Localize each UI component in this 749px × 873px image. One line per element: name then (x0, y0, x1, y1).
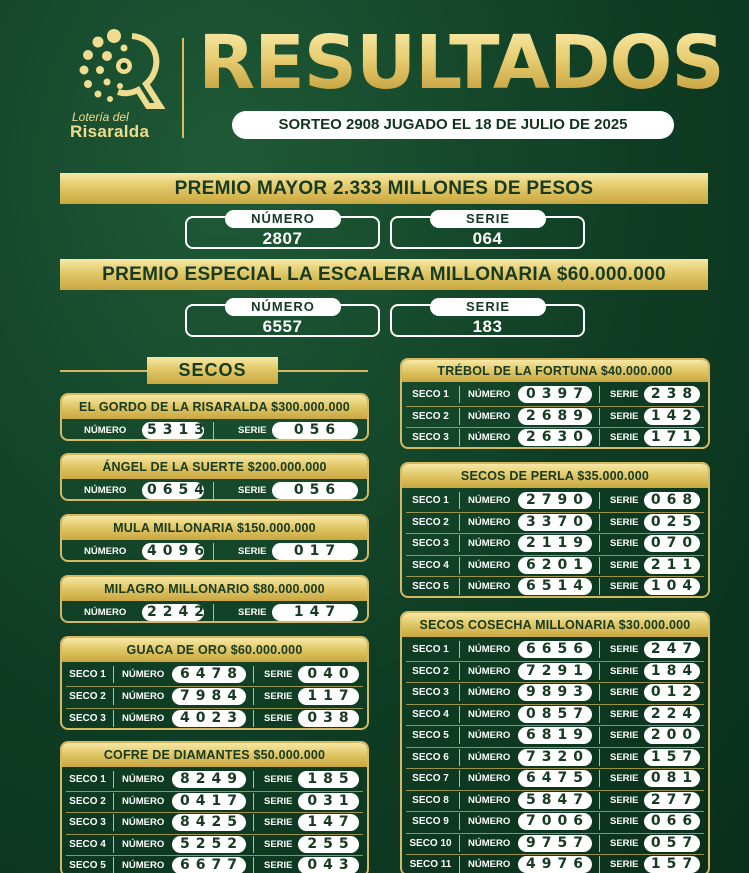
seco-row (402, 406, 708, 427)
serie-label: SERIE (264, 860, 293, 871)
seco-row (402, 747, 708, 768)
numero-value: 6475 (518, 770, 592, 787)
numero-value: 2119 (518, 535, 592, 552)
numero-label: NÚMERO (468, 708, 511, 720)
numero-label: NÚMERO (122, 795, 165, 807)
angel-card (60, 453, 369, 501)
seco-label: SECO 1 (402, 386, 460, 403)
numero-label: NÚMERO (468, 751, 511, 763)
seco-row (62, 834, 367, 855)
seco-row (402, 427, 708, 448)
seco-label: SECO 6 (402, 749, 460, 766)
seco-label: SECO 2 (62, 793, 114, 810)
serie-label: SERIE (264, 838, 293, 850)
numero-label: NÚMERO (468, 559, 511, 571)
serie-label: SERIE (430, 298, 546, 316)
numero-value: 2242 (142, 604, 204, 621)
cofre-card (60, 741, 369, 873)
numero-label: NÚMERO (122, 669, 165, 680)
gordo-card (60, 393, 369, 441)
seco-label: SECO 8 (402, 792, 460, 809)
numero-value: 8249 (172, 771, 246, 788)
card-title: COFRE DE DIAMANTES $50.000.000 (62, 743, 367, 767)
numero-value: 5252 (172, 836, 246, 853)
numero-cell (114, 793, 254, 810)
seco-label: SECO 1 (62, 771, 114, 788)
numero-value: 4023 (172, 710, 246, 727)
numero-label: NÚMERO (84, 485, 127, 496)
numero-cell (114, 857, 254, 873)
serie-value: 185 (298, 771, 359, 788)
numero-value: 6478 (172, 666, 246, 683)
numero-value: 6819 (518, 727, 592, 744)
seco-label: SECO 10 (402, 835, 460, 852)
numero-cell (460, 770, 600, 787)
numero-value: 3370 (518, 514, 592, 531)
serie-label: SERIE (610, 538, 639, 549)
serie-value: 056 (272, 422, 358, 439)
result-row (62, 480, 367, 501)
numero-label: NÚMERO (468, 837, 511, 849)
numero-cell (460, 386, 600, 403)
numero-label: NÚMERO (84, 546, 127, 557)
numero-value: 8425 (172, 814, 246, 831)
serie-cell (214, 422, 366, 439)
serie-value: 057 (644, 835, 700, 852)
numero-label: NÚMERO (122, 817, 165, 828)
premio-mayor-serie-box (390, 211, 585, 249)
serie-value: 066 (644, 813, 700, 830)
numero-cell (62, 482, 214, 499)
numero-cell (460, 706, 600, 723)
numero-cell (114, 688, 254, 705)
card-title: SECOS DE PERLA $35.000.000 (402, 464, 708, 488)
serie-label: SERIE (238, 607, 267, 618)
serie-value: 255 (298, 836, 359, 853)
serie-label: SERIE (430, 210, 546, 228)
card-title: GUACA DE ORO $60.000.000 (62, 638, 367, 662)
secos-title: SECOS (147, 357, 278, 384)
numero-value: 6201 (518, 557, 592, 574)
serie-value: 043 (298, 857, 359, 873)
serie-label: SERIE (264, 713, 293, 724)
serie-label: SERIE (610, 794, 639, 806)
premio-mayor-banner: PREMIO MAYOR 2.333 MILLONES DE PESOS (60, 173, 708, 204)
numero-value: 9757 (518, 835, 592, 852)
seco-row (402, 384, 708, 405)
seco-row (402, 704, 708, 725)
numero-value: 7291 (518, 663, 592, 680)
seco-row (402, 661, 708, 682)
serie-cell (600, 557, 708, 574)
serie-cell (600, 727, 708, 744)
serie-cell (600, 514, 708, 531)
seco-row (62, 855, 367, 873)
numero-label: NÚMERO (468, 773, 511, 784)
seco-label: SECO 2 (402, 514, 460, 531)
serie-label: SERIE (610, 581, 639, 592)
serie-value: 211 (644, 557, 700, 574)
numero-label: NÚMERO (122, 691, 165, 702)
numero-label: NÚMERO (468, 389, 511, 400)
numero-label: NÚMERO (468, 516, 511, 528)
numero-cell (460, 813, 600, 830)
serie-label: SERIE (610, 389, 639, 400)
numero-label: NÚMERO (225, 298, 341, 316)
seco-row (62, 708, 367, 729)
serie-value: 012 (644, 684, 700, 701)
numero-value: 2689 (518, 408, 592, 425)
seco-label: SECO 2 (402, 663, 460, 680)
seco-row (402, 490, 708, 511)
serie-cell (600, 684, 708, 701)
numero-label: NÚMERO (468, 687, 511, 698)
loteria-risaralda-logo (68, 28, 178, 140)
serie-label: SERIE (610, 432, 639, 443)
seco-row (402, 533, 708, 554)
numero-value: 7006 (518, 813, 592, 830)
numero-value: 5313 (142, 422, 204, 439)
numero-label: NÚMERO (122, 838, 165, 850)
seco-row (62, 791, 367, 812)
header-divider (182, 38, 184, 138)
seco-label: SECO 1 (402, 492, 460, 509)
serie-cell (214, 482, 366, 499)
serie-value: 200 (644, 727, 700, 744)
seco-label: SECO 1 (402, 641, 460, 658)
serie-label: SERIE (610, 837, 639, 849)
serie-value: 056 (272, 482, 358, 499)
serie-value: 117 (298, 688, 359, 705)
serie-cell (600, 578, 708, 595)
serie-cell (600, 856, 708, 873)
serie-value: 224 (644, 706, 700, 723)
numero-cell (460, 792, 600, 809)
mula-card (60, 514, 369, 562)
numero-cell (62, 543, 214, 560)
card-title: SECOS COSECHA MILLONARIA $30.000.000 (402, 613, 708, 637)
numero-value: 6656 (518, 641, 592, 658)
numero-cell (460, 557, 600, 574)
serie-label: SERIE (610, 751, 639, 763)
numero-label: NÚMERO (122, 774, 165, 785)
result-row (62, 541, 367, 562)
seco-label: SECO 7 (402, 770, 460, 787)
numero-label: NÚMERO (468, 859, 511, 870)
serie-label: SERIE (610, 495, 639, 506)
serie-value: 104 (644, 578, 700, 595)
serie-value: 031 (298, 793, 359, 810)
serie-cell (600, 386, 708, 403)
card-title: MULA MILLONARIA $150.000.000 (62, 516, 367, 540)
serie-cell (254, 814, 367, 831)
serie-label: SERIE (610, 644, 639, 655)
serie-label: SERIE (264, 817, 293, 828)
numero-cell (114, 666, 254, 683)
seco-label: SECO 2 (62, 688, 114, 705)
numero-label: NÚMERO (468, 581, 511, 592)
serie-label: SERIE (610, 665, 639, 677)
card-title: ÁNGEL DE LA SUERTE $200.000.000 (62, 455, 367, 479)
page-title: RESULTADOS (196, 18, 726, 108)
secos-line-right (278, 370, 368, 372)
seco-label: SECO 3 (62, 710, 114, 727)
serie-label: SERIE (264, 795, 293, 807)
numero-label: NÚMERO (225, 210, 341, 228)
serie-value: 147 (298, 814, 359, 831)
numero-value: 4096 (142, 543, 204, 560)
numero-cell (460, 429, 600, 446)
serie-cell (254, 771, 367, 788)
logo-text-risaralda: Risaralda (70, 122, 150, 141)
numero-label: NÚMERO (84, 425, 127, 436)
card-title: EL GORDO DE LA RISARALDA $300.000.000 (62, 395, 367, 419)
seco-label: SECO 3 (62, 814, 114, 831)
serie-value: 147 (272, 604, 358, 621)
seco-label: SECO 5 (402, 578, 460, 595)
secos-line-left (60, 370, 147, 372)
numero-label: NÚMERO (468, 665, 511, 677)
seco-row (402, 682, 708, 703)
numero-value: 2790 (518, 492, 592, 509)
serie-label: SERIE (238, 485, 267, 496)
numero-cell (460, 514, 600, 531)
seco-row (62, 664, 367, 685)
seco-row (402, 768, 708, 789)
numero-value: 6514 (518, 578, 592, 595)
numero-label: NÚMERO (468, 495, 511, 506)
card-title: MILAGRO MILLONARIO $80.000.000 (62, 577, 367, 601)
numero-cell (460, 684, 600, 701)
milagro-card (60, 575, 369, 623)
serie-cell (214, 543, 366, 560)
serie-value: 142 (644, 408, 700, 425)
serie-cell (600, 429, 708, 446)
serie-value: 247 (644, 641, 700, 658)
numero-label: NÚMERO (468, 816, 511, 827)
serie-cell (254, 836, 367, 853)
guaca-card (60, 636, 369, 730)
serie-value: 068 (644, 492, 700, 509)
numero-cell (460, 492, 600, 509)
result-row (62, 420, 367, 441)
serie-cell (600, 706, 708, 723)
serie-label: SERIE (610, 687, 639, 698)
serie-label: SERIE (610, 708, 639, 720)
seco-label: SECO 3 (402, 684, 460, 701)
serie-cell (254, 688, 367, 705)
numero-label: NÚMERO (84, 607, 127, 618)
seco-row (402, 725, 708, 746)
serie-cell (600, 749, 708, 766)
serie-cell (600, 641, 708, 658)
numero-cell (460, 663, 600, 680)
serie-value: 070 (644, 535, 700, 552)
seco-row (62, 769, 367, 790)
serie-cell (600, 770, 708, 787)
numero-value: 5847 (518, 792, 592, 809)
serie-cell (254, 857, 367, 873)
numero-cell (460, 856, 600, 873)
numero-cell (460, 641, 600, 658)
seco-row (402, 512, 708, 533)
seco-label: SECO 9 (402, 813, 460, 830)
serie-label: SERIE (610, 559, 639, 571)
numero-label: NÚMERO (122, 860, 165, 871)
serie-cell (600, 792, 708, 809)
seco-row (402, 833, 708, 854)
serie-label: SERIE (264, 691, 293, 702)
numero-label: NÚMERO (468, 538, 511, 549)
numero-value: 7320 (518, 749, 592, 766)
serie-value: 040 (298, 666, 359, 683)
serie-cell (600, 835, 708, 852)
seco-row (402, 576, 708, 597)
premio-especial-serie-box (390, 299, 585, 337)
serie-value: 277 (644, 792, 700, 809)
perla-card (400, 462, 710, 598)
numero-label: NÚMERO (122, 713, 165, 724)
serie-cell (254, 793, 367, 810)
numero-label: NÚMERO (468, 730, 511, 741)
numero-value: 9893 (518, 684, 592, 701)
seco-row (402, 790, 708, 811)
numero-value: 6677 (172, 857, 246, 873)
numero-cell (114, 836, 254, 853)
serie-label: SERIE (610, 730, 639, 741)
seco-label: SECO 5 (62, 857, 114, 873)
numero-label: NÚMERO (468, 410, 511, 422)
serie-value: 171 (644, 429, 700, 446)
numero-cell (114, 771, 254, 788)
seco-row (402, 854, 708, 873)
premio-especial-serie: 183 (472, 317, 503, 336)
logo-dots-icon (74, 28, 166, 112)
numero-value: 4976 (518, 856, 592, 873)
seco-label: SECO 2 (402, 408, 460, 425)
card-title: TRÉBOL DE LA FORTUNA $40.000.000 (402, 360, 708, 382)
seco-row (62, 686, 367, 707)
serie-value: 238 (644, 386, 700, 403)
seco-row (402, 555, 708, 576)
seco-row (402, 639, 708, 660)
serie-cell (600, 535, 708, 552)
seco-label: SECO 3 (402, 429, 460, 446)
premio-mayor-serie: 064 (472, 229, 503, 248)
premio-especial-banner: PREMIO ESPECIAL LA ESCALERA MILLONARIA $60.000.000 (60, 259, 708, 290)
serie-label: SERIE (610, 816, 639, 827)
numero-value: 0397 (518, 386, 592, 403)
serie-value: 025 (644, 514, 700, 531)
serie-value: 038 (298, 710, 359, 727)
seco-row (62, 812, 367, 833)
numero-label: NÚMERO (468, 432, 511, 443)
numero-value: 0857 (518, 706, 592, 723)
numero-cell (460, 749, 600, 766)
serie-value: 157 (644, 749, 700, 766)
serie-label: SERIE (610, 410, 639, 422)
serie-cell (600, 492, 708, 509)
numero-cell (62, 422, 214, 439)
seco-label: SECO 1 (62, 666, 114, 683)
numero-cell (460, 578, 600, 595)
trebol-card (400, 358, 710, 449)
numero-cell (62, 604, 214, 621)
numero-value: 2630 (518, 429, 592, 446)
serie-cell (600, 408, 708, 425)
serie-value: 017 (272, 543, 358, 560)
serie-cell (600, 813, 708, 830)
serie-cell (254, 666, 367, 683)
cosecha-card (400, 611, 710, 873)
sorteo-info: SORTEO 2908 JUGADO EL 18 DE JULIO DE 2025 (232, 111, 674, 139)
seco-label: SECO 3 (402, 535, 460, 552)
seco-label: SECO 4 (402, 557, 460, 574)
numero-cell (114, 710, 254, 727)
premio-mayor-numero-box (185, 211, 380, 249)
numero-cell (460, 727, 600, 744)
result-row (62, 602, 367, 623)
header (0, 0, 749, 150)
numero-label: NÚMERO (468, 794, 511, 806)
serie-label: SERIE (264, 669, 293, 680)
serie-label: SERIE (238, 425, 267, 436)
numero-value: 0654 (142, 482, 204, 499)
seco-label: SECO 11 (402, 856, 460, 873)
premio-especial-numero: 6557 (262, 317, 303, 336)
numero-cell (460, 408, 600, 425)
serie-cell (600, 663, 708, 680)
seco-label: SECO 5 (402, 727, 460, 744)
seco-label: SECO 4 (402, 706, 460, 723)
numero-label: NÚMERO (468, 644, 511, 655)
serie-cell (214, 604, 366, 621)
serie-label: SERIE (610, 859, 639, 870)
serie-label: SERIE (610, 516, 639, 528)
seco-label: SECO 4 (62, 836, 114, 853)
serie-label: SERIE (238, 546, 267, 557)
serie-label: SERIE (610, 773, 639, 784)
logo-text-loteria: Lotería del (72, 110, 129, 124)
numero-cell (114, 814, 254, 831)
seco-row (402, 811, 708, 832)
numero-value: 7984 (172, 688, 246, 705)
numero-cell (460, 535, 600, 552)
serie-label: SERIE (264, 774, 293, 785)
numero-cell (460, 835, 600, 852)
serie-value: 184 (644, 663, 700, 680)
premio-mayor-numero: 2807 (262, 229, 303, 248)
numero-value: 0417 (172, 793, 246, 810)
serie-value: 081 (644, 770, 700, 787)
serie-value: 157 (644, 856, 700, 873)
premio-especial-numero-box (185, 299, 380, 337)
serie-cell (254, 710, 367, 727)
